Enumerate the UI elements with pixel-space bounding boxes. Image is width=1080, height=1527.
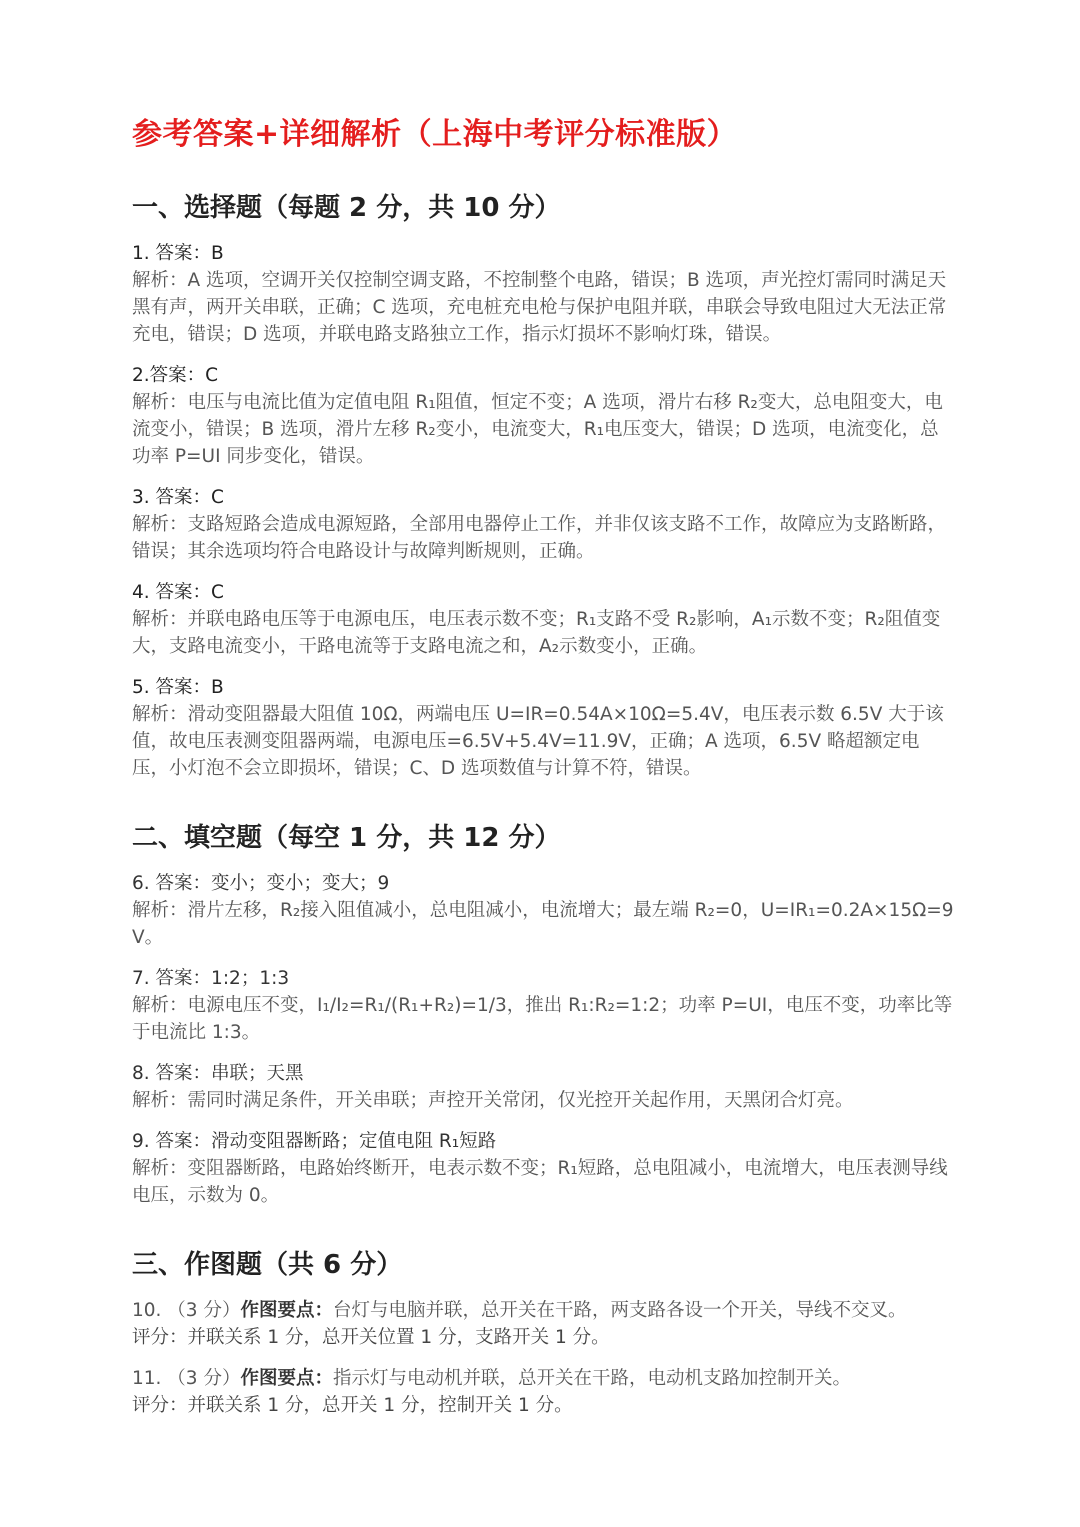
drawing-points [132, 1297, 954, 1324]
answer-line: 3. 答案：C [132, 487, 224, 508]
analysis-text: 解析：变阻器断路，电路始终断开，电表示数不变；R₁短路，总电阻减小，电流增大，电压表测导线电压，示数为 0。 [132, 1158, 948, 1206]
answer-line: 5. 答案：B [132, 677, 224, 698]
analysis-text: 解析：A 选项，空调开关仅控制空调支路，不控制整个电路，错误；B 选项，声光控灯需同时满足天黑有声，两开关串联，正确；C 选项，充电桩充电枪与保护电阻并联，串联会导致电阻过大无法正常充电，错误；D 选项，并联电路支路独立工作，指示灯损坏不影响灯珠，错误。 [132, 270, 947, 345]
answer-item [132, 579, 954, 660]
answer-line [132, 965, 954, 992]
answer-value: 串联；天黑 [211, 1063, 304, 1084]
answer-line [132, 1060, 954, 1087]
section-heading: 一、选择题（每题 2 分，共 10 分） [132, 193, 561, 223]
answer-label: 8. 答案： [132, 1063, 212, 1084]
drawing-item [132, 1297, 954, 1351]
points-label: 作图要点： [240, 1300, 333, 1321]
document-title: 参考答案+详细解析（上海中考评分标准版） [132, 117, 738, 152]
section-heading: 二、填空题（每空 1 分，共 12 分） [132, 823, 561, 853]
answer-value: 滑动变阻器断路；定值电阻 R₁短路 [211, 1131, 497, 1152]
answer-line [132, 870, 954, 897]
answer-item [132, 362, 954, 470]
answer-line [132, 1128, 954, 1155]
answer-line: 1. 答案：B [132, 243, 224, 264]
drawing-points [132, 1365, 954, 1392]
section-choice [132, 188, 954, 782]
answer-item [132, 240, 954, 348]
section-drawing [132, 1245, 954, 1419]
score-text: 评分：并联关系 1 分，总开关位置 1 分，支路开关 1 分。 [132, 1327, 610, 1348]
answer-item [132, 484, 954, 565]
answer-label: 7. 答案： [132, 968, 212, 989]
points-label: 作图要点： [240, 1368, 333, 1389]
answer-item [132, 674, 954, 782]
answer-item [132, 1060, 954, 1114]
answer-item [132, 965, 954, 1046]
answer-line: 2.答案：C [132, 365, 219, 386]
question-prefix: 10. （3 分） [132, 1300, 241, 1321]
analysis-text: 解析：电压与电流比值为定值电阻 R₁阻值，恒定不变；A 选项，滑片右移 R₂变大，总电阻变大，电流变小，错误；B 选项，滑片左移 R₂变小，电流变大，R₁电压变大，错误；D 选项，电流变化，总功率 P=UI 同步变化，错误。 [132, 392, 943, 467]
score-text: 评分：并联关系 1 分，总开关 1 分，控制开关 1 分。 [132, 1395, 573, 1416]
section-fill-blank [132, 818, 954, 1209]
analysis-text: 解析：支路短路会造成电源短路，全部用电器停止工作，并非仅该支路不工作，故障应为支路断路，错误；其余选项均符合电路设计与故障判断规则，正确。 [132, 514, 947, 562]
answer-value: 1:2；1:3 [211, 968, 290, 989]
answer-label: 6. 答案： [132, 873, 212, 894]
drawing-item [132, 1365, 954, 1419]
analysis-text: 解析：滑动变阻器最大阻值 10Ω，两端电压 U=IR=0.54A×10Ω=5.4V，电压表示数 6.5V 大于该值，故电压表测变阻器两端，电源电压=6.5V+5.4V=11.9V，正确；A 选项，6.5V 略超额定电压，小灯泡不会立即损坏，错误；C、D 选项数值与计算不符，错误。 [132, 704, 944, 779]
answer-value: 变小；变小；变大；9 [211, 873, 390, 894]
answer-label: 9. 答案： [132, 1131, 212, 1152]
question-prefix: 11. （3 分） [132, 1368, 241, 1389]
analysis-text: 解析：电源电压不变，I₁/I₂=R₁/(R₁+R₂)=1/3，推出 R₁:R₂=1:2；功率 P=UI，电压不变，功率比等于电流比 1:3。 [132, 995, 953, 1043]
points-text: 台灯与电脑并联，总开关在干路，两支路各设一个开关，导线不交叉。 [332, 1300, 907, 1321]
analysis-text: 解析：需同时满足条件，开关串联；声控开关常闭，仅光控开关起作用，天黑闭合灯亮。 [132, 1090, 854, 1111]
analysis-text: 解析：并联电路电压等于电源电压，电压表示数不变；R₁支路不受 R₂影响，A₁示数不变；R₂阻值变大，支路电流变小，干路电流等于支路电流之和，A₂示数变小，正确。 [132, 609, 941, 657]
answer-item [132, 870, 954, 951]
answer-line: 4. 答案：C [132, 582, 224, 603]
answer-item [132, 1128, 954, 1209]
analysis-text: 解析：滑片左移，R₂接入阻值减小，总电阻减小，电流增大；最左端 R₂=0，U=IR₁=0.2A×15Ω=9V。 [132, 900, 954, 948]
points-text: 指示灯与电动机并联，总开关在干路，电动机支路加控制开关。 [332, 1368, 851, 1389]
section-heading: 三、作图题（共 6 分） [132, 1250, 403, 1280]
